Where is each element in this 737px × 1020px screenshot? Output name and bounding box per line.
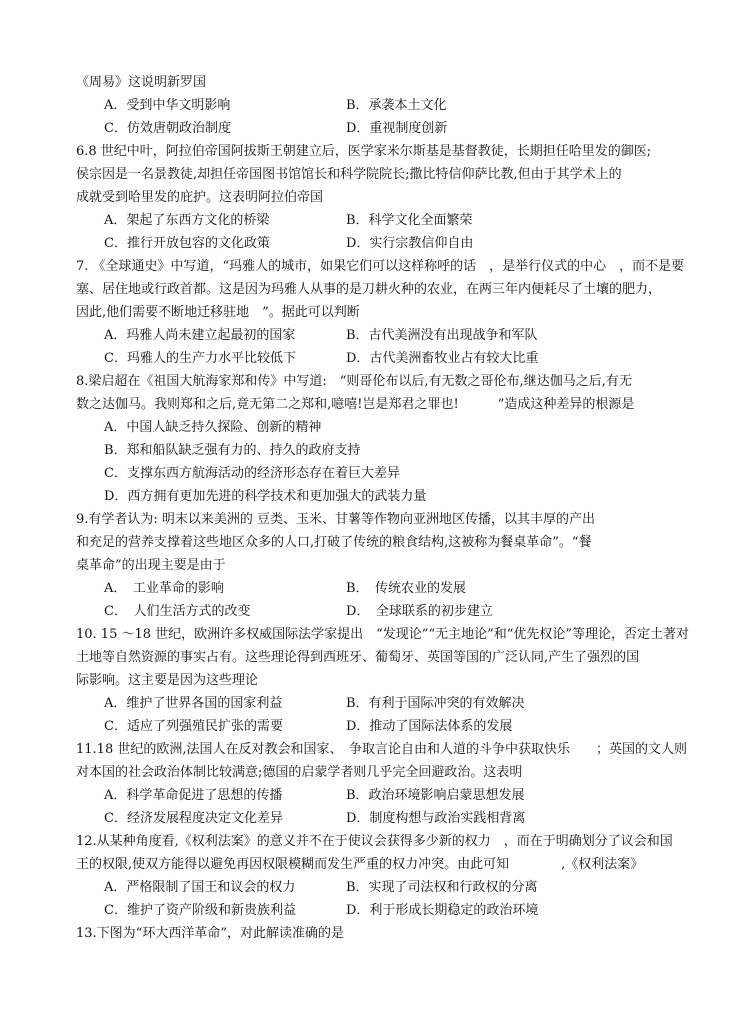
- q6-option-b: B．科学文化全面繁荣: [346, 213, 473, 228]
- q6-stem-line: 6.8 世纪中叶，阿拉伯帝国阿拔斯王朝建立后，医学家米尔斯基是基督教徒，长期担任哈里发的御医;: [76, 144, 652, 159]
- q11-option-b: B．政治环境影响启蒙思想发展: [346, 788, 525, 803]
- q11-stem-line: 11.18 世纪的欧洲,法国人在反对教会和国家、 争取言论自由和人道的斗争中获取快乐 ；英国的文人则: [76, 742, 687, 757]
- q8-option-b: B．郑和船队缺乏强有力的、持久的政府支持: [104, 443, 361, 458]
- q10-option-c: C．适应了列强殖民扩张的需要: [104, 719, 283, 734]
- q10-option-a: A．维护了世界各国的国家利益: [104, 696, 283, 711]
- q9-stem-line: 和充足的营养支撑着这些地区众多的人口,打破了传统的粮食结构,这被称为餐桌革命”。“餐: [76, 535, 592, 550]
- q6-stem-line: 成就受到哈里发的庇护。这表明阿拉伯帝国: [76, 190, 324, 205]
- q8-option-d: D．西方拥有更加先进的科学技术和更加强大的武装力量: [104, 489, 427, 504]
- q10-stem-line: 土地等自然资源的事实占有。这些理论得到西班牙、葡萄牙、英国等国的广泛认同,产生了强烈的国: [76, 650, 640, 665]
- q12-stem-line: 王的权限,使双方能得以避免再因权限模糊而发生严重的权力冲突。由此可知 ,《权利法案》: [76, 857, 644, 872]
- q10-stem-line: 际影响。这主要是因为这些理论: [76, 673, 259, 688]
- q11-option-d: D．制度构想与政治实践相背离: [346, 811, 526, 826]
- q9-option-c: C． 人们生活方式的改变: [104, 604, 251, 619]
- q8-option-c: C．支撑东西方航海活动的经济形态存在着巨大差异: [104, 466, 400, 481]
- q7-stem-line: 因此,他们需要不断地迁移驻地 ”。据此可以判断: [76, 305, 360, 320]
- q12-option-c: C．维护了资产阶级和新贵族利益: [104, 903, 296, 918]
- q5-option-c: C．仿效唐朝政治制度: [104, 121, 231, 136]
- q11-option-a: A．科学革命促进了思想的传播: [104, 788, 283, 803]
- q8-option-a: A．中国人缺乏持久探险、创新的精神: [104, 420, 322, 435]
- q7-option-c: C．玛雅人的生产力水平比较低下: [104, 351, 296, 366]
- q6-option-d: D．实行宗教信仰自由: [346, 236, 474, 251]
- q9-option-a: A． 工业革命的影响: [104, 581, 224, 596]
- q9-stem-line: 9.有学者认为: 明末以来美洲的 豆类、玉米、甘薯等作物向亚洲地区传播，以其丰厚的产出: [76, 512, 596, 527]
- q7-option-d: D．古代美洲畜牧业占有较大比重: [346, 351, 539, 366]
- q7-stem-line: 7. 《全球通史》中写道，“玛雅人的城市，如果它们可以这样称呼的话 ，是举行仪式的中心 ，而不是要: [76, 259, 685, 274]
- q13-stem-line: 13.下图为“环大西洋革命”，对此解读准确的是: [76, 926, 344, 941]
- q5-stem-tail: 《周易》这说明新罗国: [76, 75, 207, 90]
- q5-option-a: A．受到中华文明影响: [104, 98, 231, 113]
- q7-option-a: A．玛雅人尚未建立起最初的国家: [104, 328, 296, 343]
- q7-stem-line: 塞、居住地或行政首都。这是因为玛雅人从事的是刀耕火种的农业，在两三年内便耗尽了土壤的肥力，: [76, 282, 662, 297]
- q10-option-d: D．推动了国际法体系的发展: [346, 719, 513, 734]
- q11-option-c: C．经济发展程度决定文化差异: [104, 811, 283, 826]
- q8-stem-line: 数之达伽马。我则郑和之后,竟无第二之郑和,噫嘻!岂是郑君之罪也! ”造成这种差异的根源是: [76, 397, 635, 412]
- q7-option-b: B．古代美洲没有出现战争和军队: [346, 328, 538, 343]
- q10-option-b: B．有利于国际冲突的有效解决: [346, 696, 525, 711]
- q6-stem-line: 侯宗因是一名景教徒,却担任帝国图书馆馆长和科学院院长;撒比特信仰萨比教,但由于其学术上的: [76, 167, 622, 182]
- q9-stem-line: 桌革命”的出现主要是由于: [76, 558, 226, 573]
- q5-option-b: B．承袭本土文化: [346, 98, 447, 113]
- q6-option-a: A．架起了东西方文化的桥梁: [104, 213, 270, 228]
- q9-option-d: D． 全球联系的初步建立: [346, 604, 493, 619]
- q10-stem-line: 10. 15 ～18 世纪，欧洲许多权威国际法学家提出 “发现论”“无主地论”和“优先权论”等理论，否定土著对: [76, 627, 690, 642]
- q8-stem-line: 8.梁启超在《祖国大航海家郑和传》中写道: “则哥伦布以后,有无数之哥伦布,继达伽马之后,有无: [76, 374, 632, 389]
- q12-option-d: D．利于形成长期稳定的政治环境: [346, 903, 539, 918]
- q9-option-b: B． 传统农业的发展: [346, 581, 467, 596]
- q12-option-a: A．严格限制了国王和议会的权力: [104, 880, 296, 895]
- q12-option-b: B．实现了司法权和行政权的分离: [346, 880, 538, 895]
- q12-stem-line: 12.从某种角度看,《权利法案》的意义并不在于使议会获得多少新的权力 ，而在于明确划分了议会和国: [76, 834, 673, 849]
- q6-option-c: C．推行开放包容的文化政策: [104, 236, 270, 251]
- q5-option-d: D．重视制度创新: [346, 121, 448, 136]
- q11-stem-line: 对本国的社会政治体制比较满意;德国的启蒙学者则几乎完全回避政治。这表明: [76, 765, 523, 780]
